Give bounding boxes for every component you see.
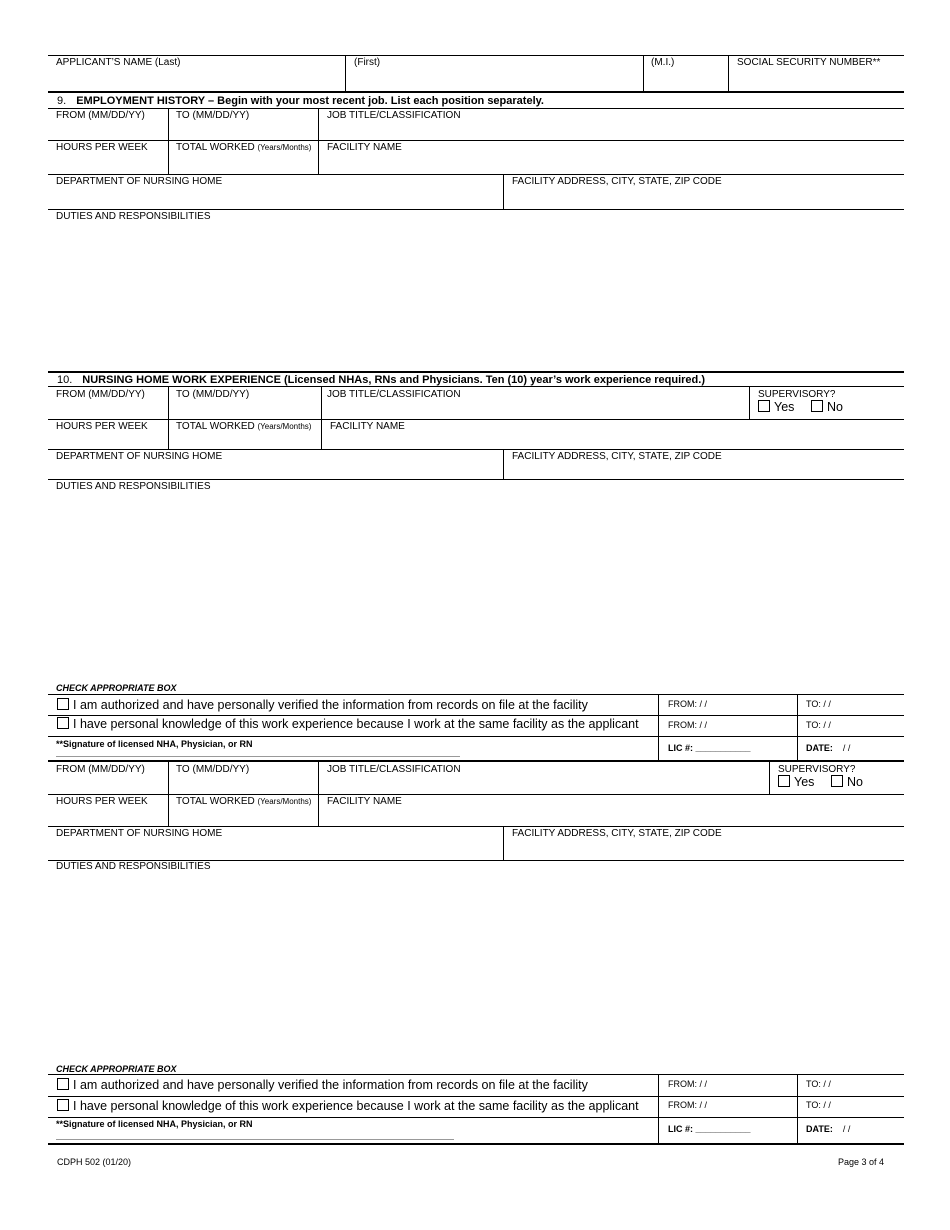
e1-total-worked-field[interactable]: [176, 421, 311, 433]
row-rule: [48, 1117, 904, 1118]
ssn-field[interactable]: [737, 57, 880, 69]
divider: [318, 108, 319, 174]
form-id: CDPH 502 (01/20): [57, 1157, 132, 1167]
s9-hours-field[interactable]: [56, 142, 148, 154]
page-number: Page 3 of 4: [838, 1157, 885, 1167]
e2-facility-address-field[interactable]: [512, 828, 722, 840]
e1-verified-from[interactable]: FROM: / /: [668, 699, 707, 709]
row-rule: [48, 826, 904, 827]
s9-total-worked-units: (Years/Months): [257, 143, 312, 152]
e1-total-worked-label: TOTAL WORKED: [176, 421, 255, 432]
e2-signature-line[interactable]: [56, 1139, 454, 1140]
e2-option-verified[interactable]: [57, 1078, 588, 1092]
yes-label: Yes: [794, 775, 815, 789]
s9-job-title-field[interactable]: [327, 110, 461, 122]
e2-verified-to[interactable]: TO: / /: [806, 1079, 831, 1089]
e1-facility-name-field[interactable]: [330, 421, 405, 433]
e1-from-field[interactable]: [56, 389, 145, 401]
option-knowledge-label: I have personal knowledge of this work experience because I work at the same facility as the applicant: [73, 717, 639, 731]
row-rule: [48, 140, 904, 141]
s9-facility-address-field[interactable]: [512, 176, 722, 188]
s9-total-worked-label: TOTAL WORKED: [176, 142, 255, 153]
e1-hours-label: HOURS PER WEEK: [56, 421, 148, 432]
s9-total-worked-field[interactable]: [176, 142, 311, 154]
no-label: No: [847, 775, 863, 789]
yes-label: Yes: [774, 400, 795, 414]
option-verified-label: I am authorized and have personally verified the information from records on file at the facility: [73, 1078, 588, 1092]
divider: [168, 386, 169, 449]
e2-job-title-label: JOB TITLE/CLASSIFICATION: [327, 764, 461, 775]
row-rule: [48, 736, 904, 737]
e1-supervisory-no[interactable]: [811, 400, 843, 414]
last-name-label: APPLICANT’S NAME (Last): [56, 57, 181, 68]
divider: [345, 55, 346, 91]
e1-duties-field[interactable]: [56, 481, 210, 493]
checkbox-icon[interactable]: [57, 698, 69, 710]
e2-total-worked-units: (Years/Months): [257, 797, 312, 806]
divider: [168, 108, 169, 174]
checkbox-icon[interactable]: [57, 1078, 69, 1090]
e2-date-field[interactable]: [806, 1124, 850, 1135]
divider: [643, 55, 644, 91]
date-slashes: / /: [842, 1124, 851, 1134]
e1-facility-address-field[interactable]: [512, 451, 722, 463]
e2-job-title-field[interactable]: [327, 764, 461, 776]
e2-option-knowledge[interactable]: [57, 1099, 639, 1113]
checkbox-icon[interactable]: [57, 717, 69, 729]
row-rule: [48, 449, 904, 450]
e2-knowledge-from[interactable]: FROM: / /: [668, 1100, 707, 1110]
e2-check-box-heading: CHECK APPROPRIATE BOX: [56, 1064, 177, 1074]
divider: [503, 826, 504, 860]
section-9-heading: [57, 95, 544, 108]
s9-job-title-label: JOB TITLE/CLASSIFICATION: [327, 110, 461, 121]
s9-department-label: DEPARTMENT OF NURSING HOME: [56, 176, 223, 187]
s9-from-field[interactable]: [56, 110, 145, 122]
date-label: DATE:: [806, 743, 833, 753]
section-rule: [48, 91, 904, 93]
top-rule: [48, 55, 904, 56]
first-name-field[interactable]: [354, 57, 380, 69]
option-verified-label: I am authorized and have personally verified the information from records on file at the facility: [73, 698, 588, 712]
divider: [749, 386, 750, 419]
row-rule: [48, 1074, 904, 1075]
e2-from-field[interactable]: [56, 764, 145, 776]
e2-facility-address-label: FACILITY ADDRESS, CITY, STATE, ZIP CODE: [512, 828, 722, 839]
checkbox-icon[interactable]: [758, 400, 770, 412]
e1-signature-line[interactable]: [56, 756, 460, 757]
e1-department-field[interactable]: [56, 451, 222, 463]
e2-supervisory-no[interactable]: [831, 775, 863, 789]
ssn-label: SOCIAL SECURITY NUMBER**: [737, 57, 881, 68]
checkbox-icon[interactable]: [811, 400, 823, 412]
s9-facility-name-label: FACILITY NAME: [327, 142, 402, 153]
e2-knowledge-to[interactable]: TO: / /: [806, 1100, 831, 1110]
e1-to-field[interactable]: [176, 389, 249, 401]
section-9-number: 9.: [57, 95, 67, 107]
e1-facility-name-label: FACILITY NAME: [330, 421, 405, 432]
divider: [728, 55, 729, 91]
e2-supervisory-yes[interactable]: [778, 775, 814, 789]
date-slashes: / /: [842, 743, 851, 753]
e1-option-verified[interactable]: [57, 698, 588, 712]
e2-facility-name-label: FACILITY NAME: [327, 796, 402, 807]
divider: [503, 174, 504, 209]
e1-facility-address-label: FACILITY ADDRESS, CITY, STATE, ZIP CODE: [512, 451, 722, 462]
e1-date-field[interactable]: [806, 743, 850, 754]
e2-department-label: DEPARTMENT OF NURSING HOME: [56, 828, 223, 839]
e2-hours-field[interactable]: [56, 796, 148, 808]
middle-initial-label: (M.I.): [651, 57, 675, 68]
e2-total-worked-label: TOTAL WORKED: [176, 796, 255, 807]
s9-duties-field[interactable]: [56, 211, 210, 223]
e1-lic-field[interactable]: LIC #: ___________: [668, 743, 751, 753]
e1-supervisory-label: SUPERVISORY?: [758, 389, 836, 400]
divider: [769, 761, 770, 794]
divider: [797, 694, 798, 760]
divider: [321, 386, 322, 449]
e1-duties-label: DUTIES AND RESPONSIBILITIES: [56, 481, 211, 492]
e1-verified-to[interactable]: TO: / /: [806, 699, 831, 709]
e2-duties-label: DUTIES AND RESPONSIBILITIES: [56, 861, 211, 872]
e1-from-label: FROM (MM/DD/YY): [56, 389, 145, 400]
row-rule: [48, 419, 904, 420]
e2-total-worked-field[interactable]: [176, 796, 311, 808]
e1-to-label: TO (MM/DD/YY): [176, 389, 250, 400]
e1-knowledge-from[interactable]: FROM: / /: [668, 720, 707, 730]
middle-initial-field[interactable]: [651, 57, 674, 69]
divider: [658, 694, 659, 760]
row-rule: [48, 694, 904, 695]
section-rule: [48, 760, 904, 762]
s9-to-label: TO (MM/DD/YY): [176, 110, 250, 121]
s9-hours-label: HOURS PER WEEK: [56, 142, 148, 153]
row-rule: [48, 108, 904, 109]
divider: [503, 449, 504, 479]
e1-signature-label: **Signature of licensed NHA, Physician, or RN: [56, 739, 253, 749]
divider: [658, 1074, 659, 1143]
e2-facility-name-field[interactable]: [327, 796, 402, 808]
e2-duties-field[interactable]: [56, 861, 210, 873]
section-rule: [48, 1143, 904, 1145]
checkbox-icon[interactable]: [57, 1099, 69, 1111]
checkbox-icon[interactable]: [831, 775, 843, 787]
e1-total-worked-units: (Years/Months): [257, 422, 312, 431]
e2-to-label: TO (MM/DD/YY): [176, 764, 250, 775]
e2-to-field[interactable]: [176, 764, 249, 776]
row-rule: [48, 479, 904, 480]
divider: [797, 1074, 798, 1143]
row-rule: [48, 174, 904, 175]
s9-facility-address-label: FACILITY ADDRESS, CITY, STATE, ZIP CODE: [512, 176, 722, 187]
e2-hours-label: HOURS PER WEEK: [56, 796, 148, 807]
option-knowledge-label: I have personal knowledge of this work experience because I work at the same facility as the applicant: [73, 1099, 639, 1113]
section-10-title: NURSING HOME WORK EXPERIENCE (Licensed NHAs, RNs and Physicians. Ten (10) year’s work experience required.): [82, 374, 705, 386]
last-name-field[interactable]: [56, 57, 180, 69]
e2-department-field[interactable]: [56, 828, 222, 840]
row-rule: [48, 794, 904, 795]
section-9-title: EMPLOYMENT HISTORY – Begin with your most recent job. List each position separately.: [76, 95, 544, 107]
e1-option-knowledge[interactable]: [57, 717, 639, 731]
row-rule: [48, 386, 904, 387]
e2-from-label: FROM (MM/DD/YY): [56, 764, 145, 775]
e1-knowledge-to[interactable]: TO: / /: [806, 720, 831, 730]
e1-job-title-label: JOB TITLE/CLASSIFICATION: [327, 389, 461, 400]
row-rule: [48, 209, 904, 210]
first-name-label: (First): [354, 57, 381, 68]
e2-verified-from[interactable]: FROM: / /: [668, 1079, 707, 1089]
e2-supervisory-label: SUPERVISORY?: [778, 764, 856, 775]
section-10-number: 10.: [57, 374, 73, 386]
e2-lic-field[interactable]: LIC #: ___________: [668, 1124, 751, 1134]
s9-department-field[interactable]: [56, 176, 222, 188]
row-rule: [48, 1096, 904, 1097]
e1-hours-field[interactable]: [56, 421, 148, 433]
date-label: DATE:: [806, 1124, 833, 1134]
s9-facility-name-field[interactable]: [327, 142, 402, 154]
s9-from-label: FROM (MM/DD/YY): [56, 110, 145, 121]
no-label: No: [827, 400, 843, 414]
checkbox-icon[interactable]: [778, 775, 790, 787]
e1-job-title-field[interactable]: [327, 389, 461, 401]
e1-supervisory-yes[interactable]: [758, 400, 794, 414]
s9-to-field[interactable]: [176, 110, 249, 122]
e1-check-box-heading: CHECK APPROPRIATE BOX: [56, 683, 177, 693]
s9-duties-label: DUTIES AND RESPONSIBILITIES: [56, 211, 211, 222]
row-rule: [48, 715, 904, 716]
section-rule: [48, 371, 904, 373]
e2-signature-label: **Signature of licensed NHA, Physician, or RN: [56, 1119, 253, 1129]
e1-department-label: DEPARTMENT OF NURSING HOME: [56, 451, 223, 462]
